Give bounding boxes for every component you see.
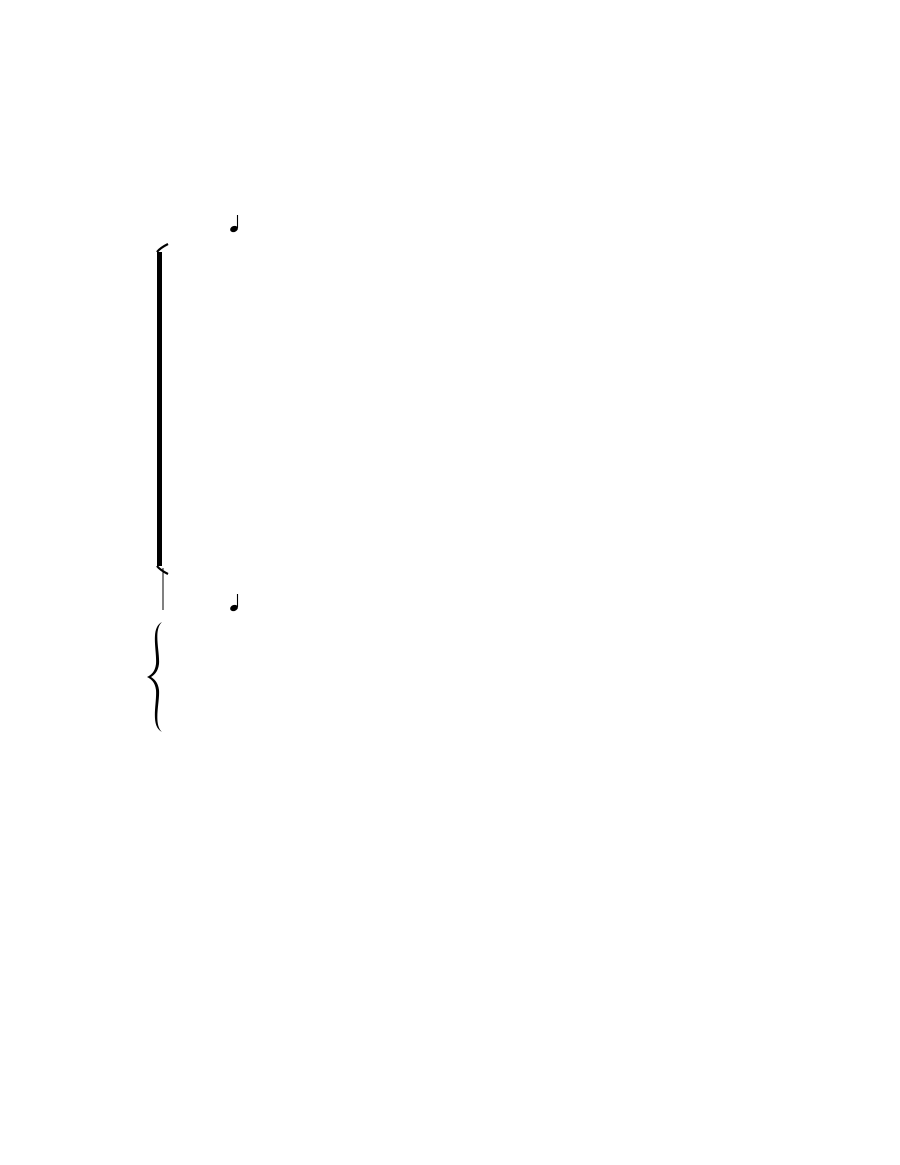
piano-brace [147, 622, 162, 732]
tempo-marking-strings [229, 215, 239, 233]
string-section-bracket [157, 244, 168, 574]
tempo-marking-piano [229, 594, 239, 612]
